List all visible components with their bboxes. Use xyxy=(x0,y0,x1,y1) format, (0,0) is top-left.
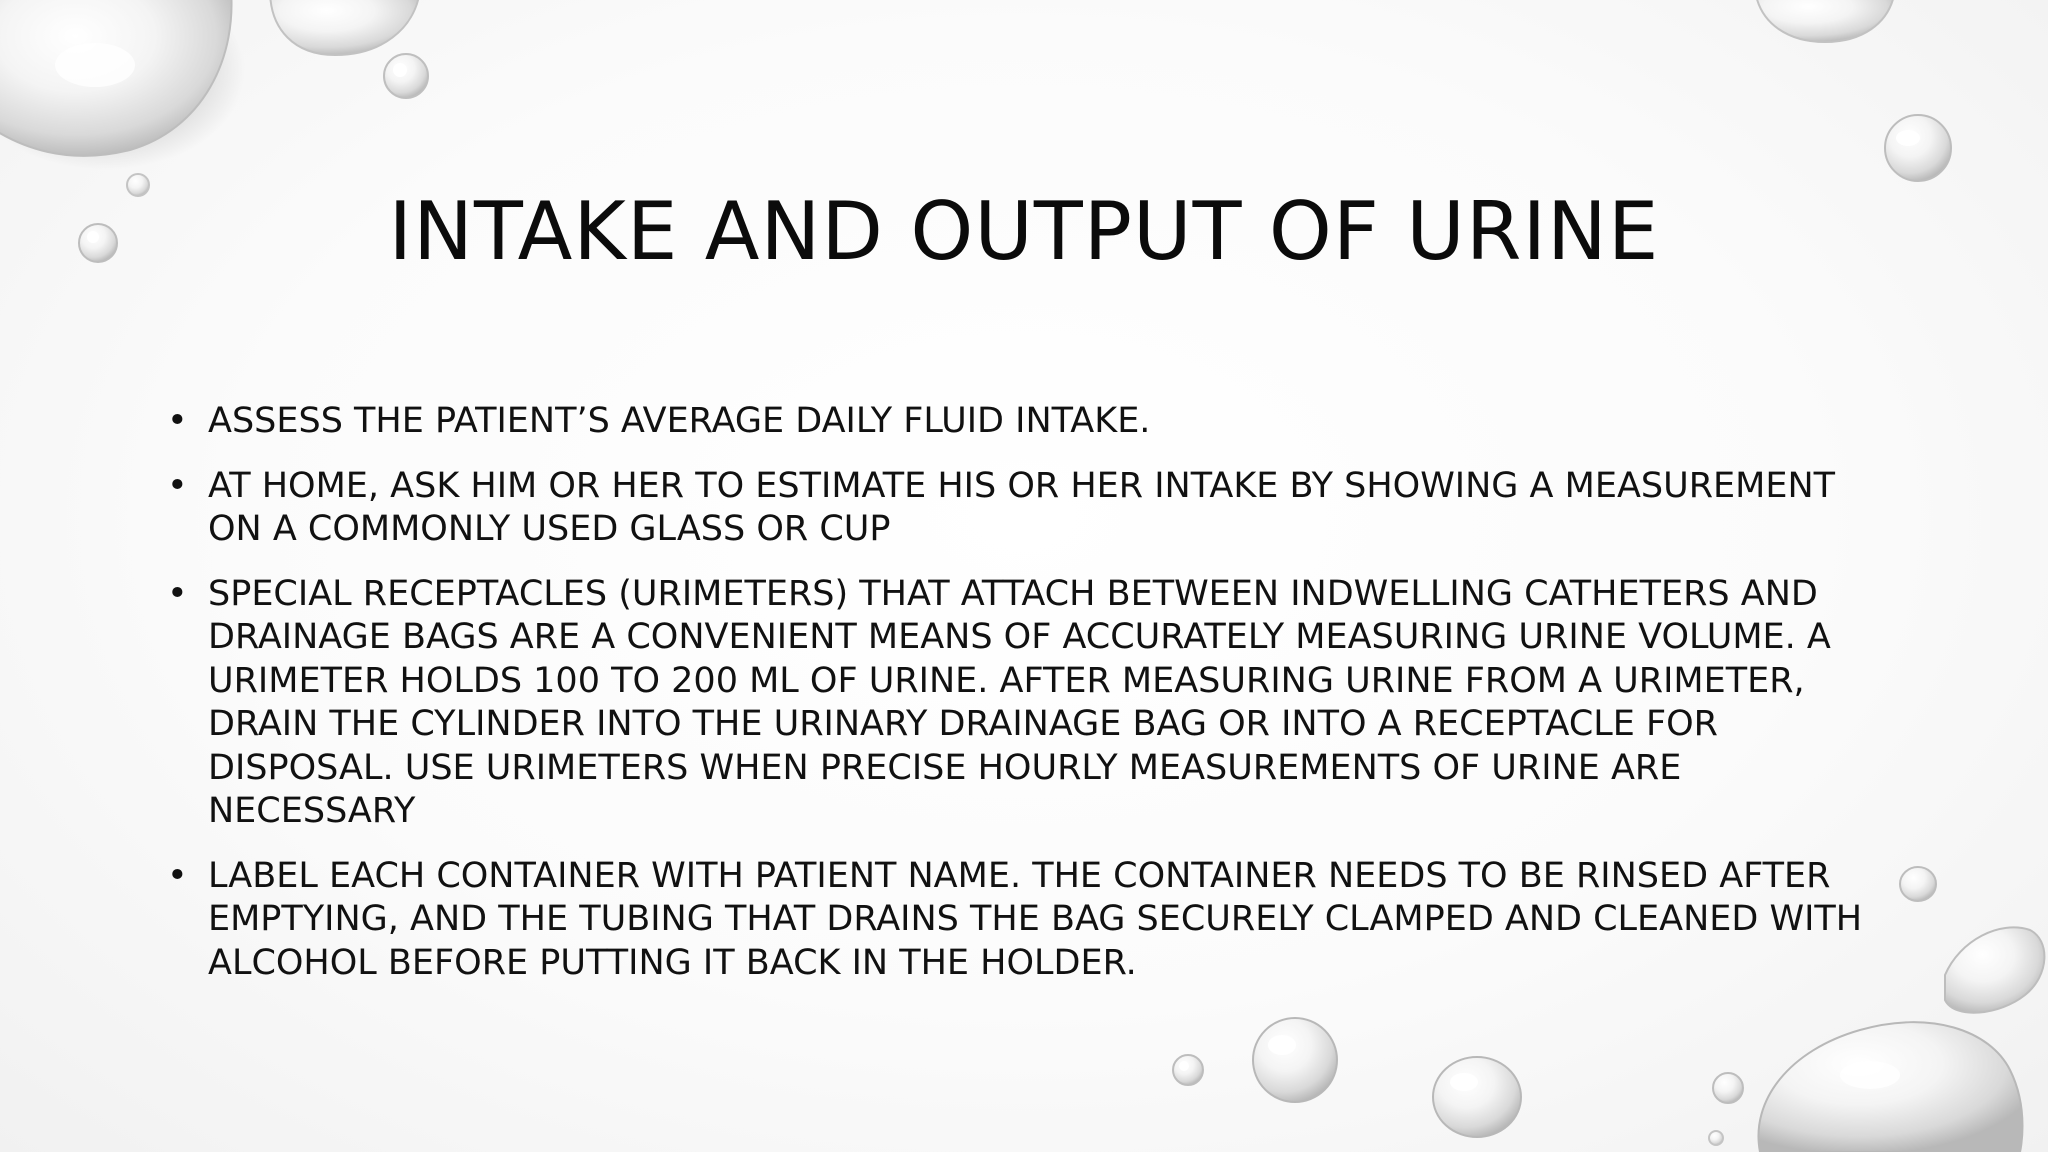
slide-title: INTAKE AND OUTPUT OF URINE xyxy=(388,185,1660,278)
bullet-text: SPECIAL RECEPTACLES (URIMETERS) THAT ATTACH BETWEEN INDWELLING CATHETERS AND DRAINAGE BAGS ARE A CONVENIENT MEANS OF ACCURATELY MEASURING URINE VOLUME. A URIMETER HOLDS 100 TO 200 ML OF URINE. AFTER MEASURING URINE FROM A URIMETER, DRAIN THE CYLINDER INTO THE URINARY DRAINAGE BAG OR INTO A RECEPTACLE FOR DISPOSAL. USE URIMETERS WHEN PRECISE HOURLY MEASUREMENTS OF URINE ARE NECESSARY xyxy=(208,573,1831,831)
droplet xyxy=(384,54,428,98)
bullet-item xyxy=(163,573,1883,834)
bullet-text: ASSESS THE PATIENT’S AVERAGE DAILY FLUID INTAKE. xyxy=(208,401,1151,441)
droplet xyxy=(1755,0,1895,42)
droplet xyxy=(1173,1055,1203,1085)
bullet-item xyxy=(163,400,1883,444)
bullet-item xyxy=(163,855,1883,986)
droplet xyxy=(270,0,420,55)
droplet xyxy=(1253,1018,1337,1102)
droplet xyxy=(1433,1057,1521,1137)
droplet xyxy=(1900,867,1936,901)
bullet-marker: • xyxy=(167,465,188,506)
bullet-marker: • xyxy=(167,401,188,441)
droplet xyxy=(1945,927,2044,1012)
bullet-marker: • xyxy=(167,855,188,896)
droplet xyxy=(1885,115,1951,181)
bullet-marker: • xyxy=(167,573,188,614)
droplet xyxy=(1758,1022,2022,1152)
bullet-item xyxy=(163,465,1883,552)
bullet-list xyxy=(163,400,1883,1006)
droplet xyxy=(1713,1073,1743,1103)
bullet-text: LABEL EACH CONTAINER WITH PATIENT NAME. THE CONTAINER NEEDS TO BE RINSED AFTER EMPTYING, AND THE TUBING THAT DRAINS THE BAG SECURELY CLAMPED AND CLEANED WITH ALCOHOL BEFORE PUTTING IT BACK IN THE HOLDER. xyxy=(208,855,1863,983)
droplet xyxy=(0,0,245,170)
droplet xyxy=(1709,1131,1723,1145)
bullet-text: AT HOME, ASK HIM OR HER TO ESTIMATE HIS OR HER INTAKE BY SHOWING A MEASUREMENT ON A COMMONLY USED GLASS OR CUP xyxy=(208,465,1836,549)
